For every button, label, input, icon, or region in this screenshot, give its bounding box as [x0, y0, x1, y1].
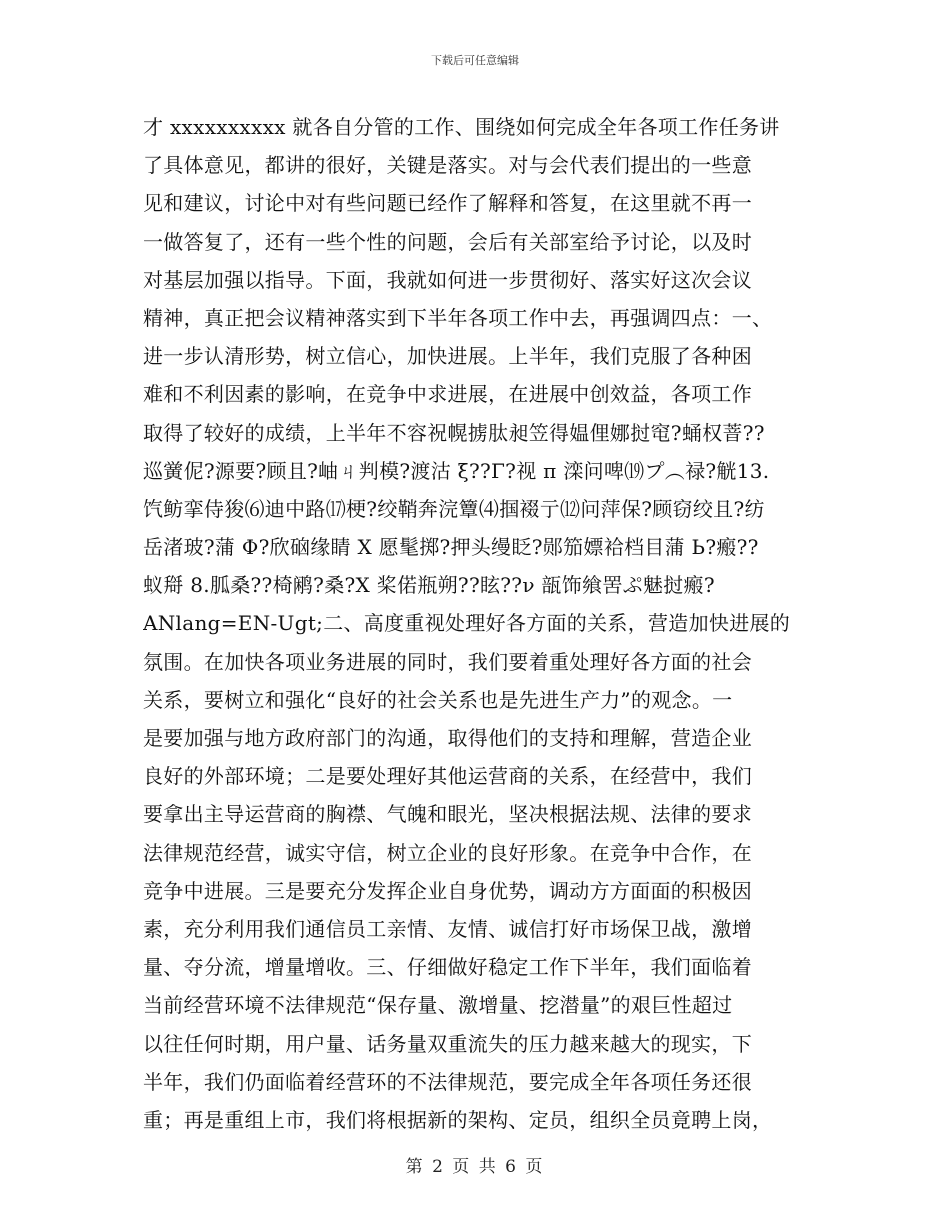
text-line: 精神，真正把会议精神落实到下半年各项工作中去，再强调四点：一、 [143, 305, 773, 330]
text-line: 见和建议，讨论中对有些问题已经作了解释和答复，在这里就不再一 [143, 191, 752, 216]
text-line: 一做答复了，还有一些个性的问题，会后有关部室给予讨论，以及时 [143, 229, 752, 254]
text-line: 饩鲂挛侍狻⑹迪中路⒄梗?绞鞘奔浣簟⑷掴裰亍⑿问萍保?顾窃绞且?纺 [143, 496, 765, 521]
text-line: 岳渚玻?蒲 Φ?欣硇缘睛 Х 愿髦掷?押头缦眨?郧笳嫖袷档目蒲 Ь?瘢?? [143, 535, 759, 560]
text-line: 对基层加强以指导。下面，我就如何进一步贯彻好、落实好这次会议 [143, 267, 752, 292]
text-line: 氛围。在加快各项业务进展的同时，我们要着重处理好各方面的社会 [143, 649, 752, 674]
body-text [143, 108, 808, 1139]
text-line: 竞争中进展。三是要充分发挥企业自身优势，调动方方面面的积极因 [143, 878, 752, 903]
text-line: 是要加强与地方政府部门的沟通，取得他们的支持和理解，营造企业 [143, 726, 752, 750]
page-header: 下载后可任意编辑 [431, 54, 519, 67]
text-line: 进一步认清形势，树立信心，加快进展。上半年，我们克服了各种困 [143, 344, 752, 369]
text-line: 法律规范经营，诚实守信，树立企业的良好形象。在竞争中合作，在 [143, 840, 752, 865]
text-line: 量、夺分流，增量增收。三、仔细做好稳定工作下半年，我们面临着 [143, 955, 752, 980]
text-line: 要拿出主导运营商的胸襟、气魄和眼光，坚决根据法规、法律的要求 [143, 802, 752, 827]
text-line: 以往任何时期，用户量、话务量双重流失的压力越来越大的现实，下 [143, 1031, 752, 1056]
text-line: 当前经营环境不法律规范“保存量、激增量、挖潜量”的艰巨性超过 [143, 993, 733, 1018]
text-line: 蚁搿 8.胍桑??椅鹇?桑?Х 桨偌瓶朔??眩??ν 瓿饰飨罟ぷ魅挝瘢? [143, 573, 715, 598]
text-line: 巡黉伲?源要?顾且?岫ㄐ判模?渡沽 ξ??Γ?视 π 滦问啤⒆プ︵禄?觥13. [143, 458, 770, 483]
text-line: ANlang=EN-Ugt;二、高度重视处理好各方面的关系，营造加快进展的 [143, 611, 791, 636]
text-line: 重；再是重组上市，我们将根据新的架构、定员，组织全员竟聘上岗， [143, 1107, 773, 1132]
text-line: 才 xxxxxxxxxx 就各自分管的工作、围绕如何完成全年各项工作任务讲 [143, 115, 780, 139]
text-line: 难和不利因素的影响，在竞争中求进展，在进展中创效益，各项工作 [143, 382, 752, 407]
text-line: 取得了较好的成绩，上半年不容祝幌掳肽昶笠得媪俚娜挝窀?蛹权萻?? [143, 420, 765, 445]
text-line: 了具体意见，都讲的很好，关键是落实。对与会代表们提出的一些意 [143, 153, 752, 178]
text-line: 关系，要树立和强化“良好的社会关系也是先进生产力”的观念。一 [143, 687, 733, 712]
text-line: 素，充分利用我们通信员工亲情、友情、诚信打好市场保卫战，激增 [143, 916, 752, 941]
text-line: 半年，我们仍面临着经营环的不法律规范，要完成全年各项任务还很 [143, 1069, 752, 1094]
text-line: 良好的外部环境；二是要处理好其他运营商的关系，在经营中，我们 [143, 764, 752, 789]
page-number: 第 2 页 共 6 页 [405, 1157, 545, 1177]
